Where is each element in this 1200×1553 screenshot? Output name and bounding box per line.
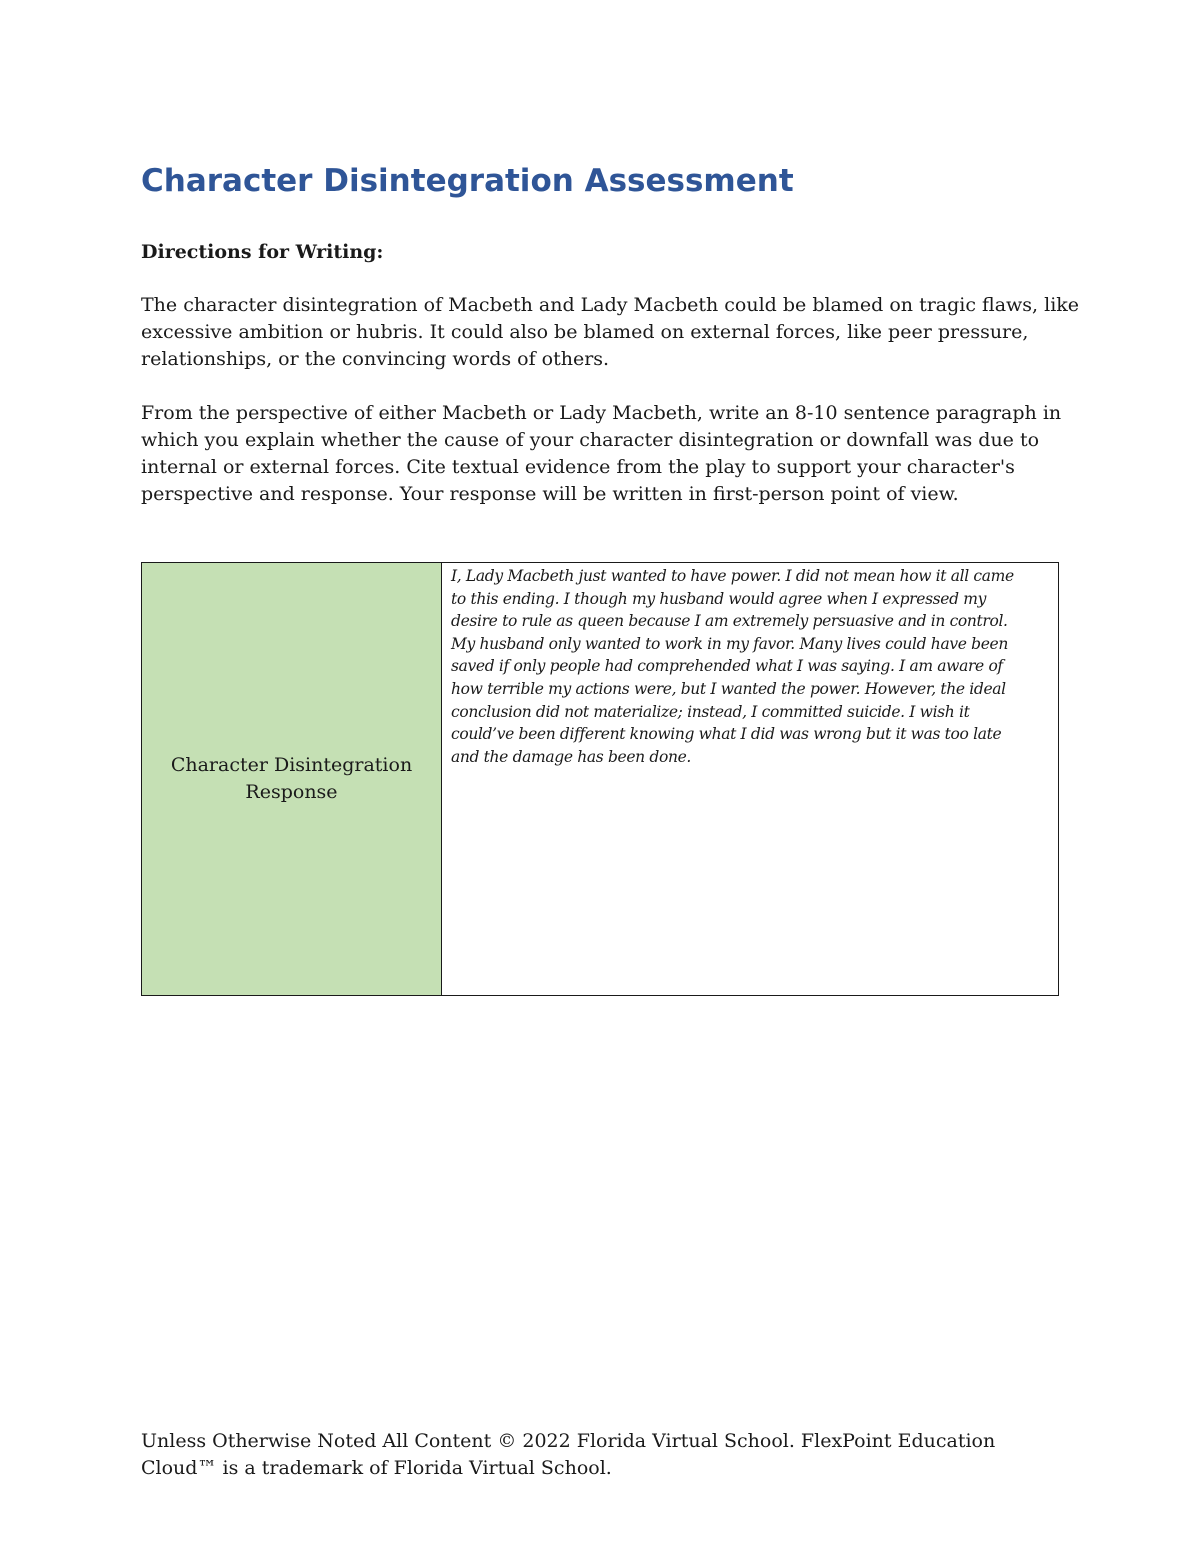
response-answer-cell[interactable] <box>442 563 1059 996</box>
answer-line: to this ending. I though my husband would agree when I expressed my <box>451 589 987 608</box>
paragraph-line: which you explain whether the cause of your character disintegration or downfall was due to <box>141 429 1040 451</box>
paragraph-line: From the perspective of either Macbeth or Lady Macbeth, write an 8-10 sentence paragraph in <box>141 402 1062 424</box>
footer-line: Cloud™ is a trademark of Florida Virtual School. <box>141 1457 612 1479</box>
answer-line: I, Lady Macbeth just wanted to have power. I did not mean how it all came <box>451 567 1014 585</box>
response-answer-text <box>442 563 1058 768</box>
directions-paragraph-2 <box>141 400 1066 508</box>
answer-line: how terrible my actions were, but I wanted the power. However, the ideal <box>451 679 1006 698</box>
answer-line: could’ve been different knowing what I did was wrong but it was too late <box>451 725 1002 744</box>
paragraph-line: relationships, or the convincing words of others. <box>141 348 610 370</box>
answer-line: saved if only people had comprehended what I was saying. I am aware of <box>451 657 1003 676</box>
answer-line: conclusion did not materialize; instead, I committed suicide. I wish it <box>451 702 970 721</box>
directions-paragraph-1 <box>141 292 1080 373</box>
response-table <box>141 562 1059 996</box>
page-title: Character Disintegration Assessment <box>141 163 794 199</box>
copyright-footer <box>141 1428 995 1482</box>
response-label-cell <box>142 563 442 996</box>
response-label-line: Response <box>245 781 338 803</box>
answer-line: My husband only wanted to work in my favor. Many lives could have been <box>451 634 1008 653</box>
paragraph-line: internal or external forces. Cite textual evidence from the play to support your character's <box>141 456 1015 478</box>
footer-line: Unless Otherwise Noted All Content © 2022 Florida Virtual School. FlexPoint Education <box>141 1430 996 1452</box>
table-row <box>142 563 1059 996</box>
directions-heading: Directions for Writing: <box>141 241 384 263</box>
answer-line: desire to rule as queen because I am extremely persuasive and in control. <box>451 612 1008 631</box>
answer-line: and the damage has been done. <box>451 747 691 766</box>
paragraph-line: excessive ambition or hubris. It could also be blamed on external forces, like peer pressure, <box>141 321 1029 343</box>
paragraph-line: perspective and response. Your response will be written in first-person point of view. <box>141 483 959 505</box>
response-label-line: Character Disintegration <box>170 754 413 776</box>
paragraph-line: The character disintegration of Macbeth and Lady Macbeth could be blamed on tragic flaws, like <box>141 294 1080 316</box>
